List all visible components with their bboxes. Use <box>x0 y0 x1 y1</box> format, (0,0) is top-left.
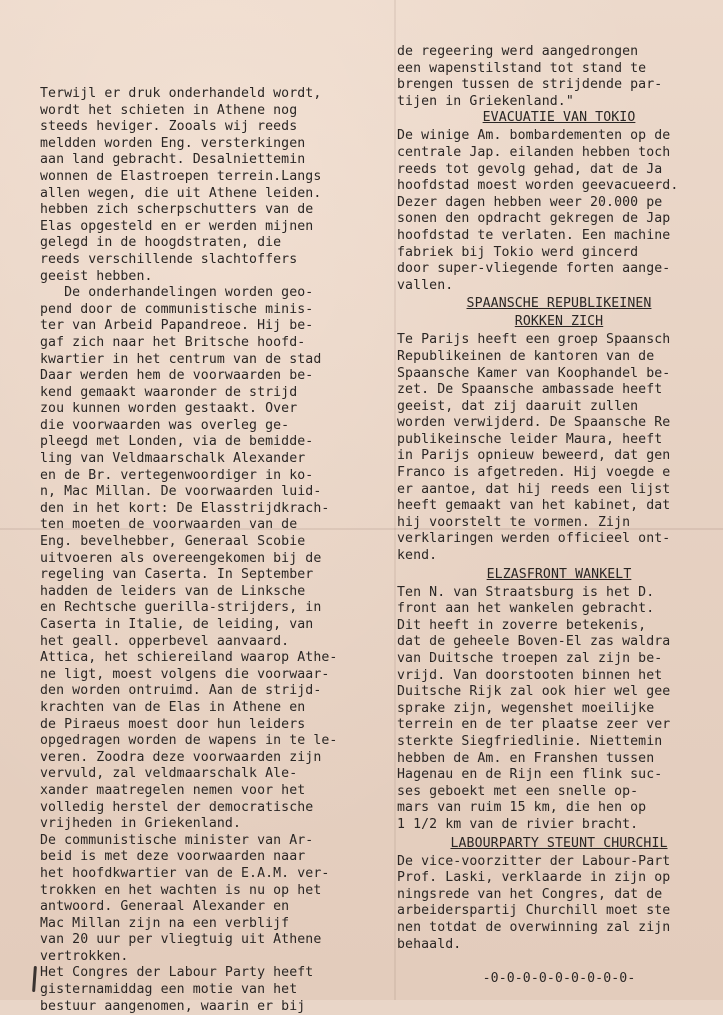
text-line: hij voorstelt te vormen. Zijn <box>397 514 631 530</box>
text-line: Spaansche Kamer van Koophandel be- <box>397 365 671 381</box>
text-line: front aan het wankelen gebracht. <box>397 601 655 617</box>
text-line: er aantoe, dat hij reeds een lijst <box>397 481 671 497</box>
text-line: Het Congres der Labour Party heeft <box>40 965 314 981</box>
text-line: De vice-voorzitter der Labour-Part <box>397 853 671 869</box>
text-line: 1 1/2 km van de rivier bracht. <box>397 816 639 832</box>
text-line: ling van Veldmaarschalk Alexander <box>40 451 306 467</box>
text-line: reeds tot gevolg gehad, dat de Ja <box>397 161 663 177</box>
text-line: Ten N. van Straatsburg is het D. <box>397 584 655 600</box>
text-line: Dit heeft in zoverre betekenis, <box>397 617 647 633</box>
text-line: fabriek bij Tokio werd gincerd <box>397 244 639 260</box>
text-line: Elas opgesteld en er werden mijnen <box>40 218 314 234</box>
text-line: centrale Jap. eilanden hebben toch <box>397 144 671 160</box>
heading-rokken-zich: ROKKEN ZICH <box>514 314 604 330</box>
text-line: Duitsche Rijk zal ook hier wel gee <box>397 684 671 700</box>
text-line: Te Parijs heeft een groep Spaansch <box>397 332 671 348</box>
text-line: hoofdstad moest worden geevacueerd. <box>397 178 679 194</box>
text-line: ne ligt, moest volgens die voorwaar- <box>40 666 330 682</box>
text-line: Terwijl er druk onderhandeld wordt, <box>40 86 322 101</box>
left-column <box>40 86 392 1015</box>
spaansche-republikeinen-text <box>397 332 721 564</box>
text-line: zou kunnen worden gestaakt. Over <box>40 401 298 417</box>
text-line: dat de geheele Boven-El zas waldra <box>397 634 671 650</box>
text-line: volledig herstel der democratische <box>40 799 314 815</box>
text-line: wordt het schieten in Athene nog <box>40 102 298 118</box>
text-line: uitvoeren als overeengekomen bij de <box>40 550 322 566</box>
text-line: beid is met deze voorwaarden naar <box>40 849 306 865</box>
text-line: mars van ruim 15 km, die hen op <box>397 800 647 816</box>
text-line: behaald. <box>397 936 462 952</box>
text-line: en de Br. vertegenwoordiger in ko- <box>40 467 314 483</box>
text-line: regeling van Caserta. In September <box>40 567 314 583</box>
text-line: Mac Millan zijn na een verblijf <box>40 915 290 931</box>
text-line: De onderhandelingen worden geo- <box>40 285 314 301</box>
text-line: krachten van de Elas in Athene en <box>40 699 306 715</box>
heading-elzasfront-wankelt: ELZASFRONT WANKELT <box>486 566 632 582</box>
text-line: brengen tussen de strijdende par- <box>397 77 663 93</box>
text-line: wonnen de Elastroepen terrein.Langs <box>40 168 322 184</box>
text-line: vallen. <box>397 277 454 293</box>
text-line: opgedragen worden de wapens in te le- <box>40 733 338 749</box>
text-line: Eng. bevelhebber, Generaal Scobie <box>40 534 306 550</box>
section-labourparty <box>397 836 721 954</box>
heading-evacuatie-tokio: EVACUATIE VAN TOKIO <box>482 110 636 126</box>
text-line: heeft gemaakt van het kabinet, dat <box>397 498 671 514</box>
text-line: ten moeten de voorwaarden van de <box>40 517 298 533</box>
text-line: den worden ontruimd. Aan de strijd- <box>40 683 322 699</box>
text-line: vertrokken. <box>40 948 129 964</box>
text-line: hebben de Am. en Franshen tussen <box>397 750 655 766</box>
text-line: vervuld, zal veldmaarschalk Ale- <box>40 766 298 782</box>
text-line: kend gemaakt waaronder de strijd <box>40 384 298 400</box>
text-line: worden verwijderd. De Spaansche Re <box>397 415 671 431</box>
text-line: ningsrede van het Congres, dat de <box>397 886 663 902</box>
text-line: hoofdstad te verlaten. Een machine <box>397 227 671 243</box>
text-line: pend door de communistische minis- <box>40 301 314 317</box>
text-line: trokken en het wachten is nu op het <box>40 882 322 898</box>
evacuatie-tokio-text <box>397 128 721 294</box>
text-line: gisternamiddag een motie van het <box>40 982 298 998</box>
text-line: Prof. Laski, verklaarde in zijn op <box>397 870 671 886</box>
text-line: antwoord. Generaal Alexander en <box>40 899 290 915</box>
section-elzasfront <box>397 567 721 834</box>
text-line: geeist hebben. <box>40 268 153 284</box>
text-line: nen totdat de overwinning zal zijn <box>397 919 671 935</box>
text-line: sterkte Siegfriedlinie. Niettemin <box>397 733 663 749</box>
intro-paragraph <box>397 44 721 110</box>
text-line: Daar werden hem de voorwaarden be- <box>40 368 314 384</box>
text-line: zet. De Spaansche ambassade heeft <box>397 382 663 398</box>
text-line: Franco is afgetreden. Hij voegde e <box>397 465 671 481</box>
section-evacuatie-tokio <box>397 110 721 294</box>
text-line: de Piraeus moest door hun leiders <box>40 716 306 732</box>
text-line: ter van Arbeid Papandreoe. Hij be- <box>40 318 314 334</box>
text-line: pleegd met Londen, via de bemidde- <box>40 434 314 450</box>
text-line: hebben zich scherpschutters van de <box>40 202 314 218</box>
text-line: steeds heviger. Zooals wij reeds <box>40 119 298 135</box>
text-line: in Parijs opnieuw beweerd, dat gen <box>397 448 671 464</box>
text-line: arbeiderspartij Churchill moet ste <box>397 903 671 919</box>
labourparty-text <box>397 854 721 954</box>
text-line: den in het kort: De Elasstrijdkrach- <box>40 500 330 516</box>
text-line: sonen den opdracht gekregen de Jap <box>397 211 671 227</box>
text-line: Caserta in Italie, de leiding, van <box>40 617 314 632</box>
text-line: sprake zijn, wegenshet moeilijke <box>397 700 655 716</box>
text-line: gelegd in de hoogdstraten, die <box>40 235 282 251</box>
text-line: kend. <box>397 548 438 564</box>
text-line: bestuur aangenomen, waarin er bij <box>40 998 306 1014</box>
text-line: die voorwaarden was overleg ge- <box>40 417 290 433</box>
text-line: Republikeinen de kantoren van de <box>397 348 655 364</box>
end-separator: -0-0-0-0-0-0-0-0-0- <box>482 971 636 987</box>
text-line: allen wegen, die uit Athene leiden. <box>40 185 322 201</box>
text-line: hadden de leiders van de Linksche <box>40 583 306 599</box>
text-line: van Duitsche troepen zal zijn be- <box>397 651 663 666</box>
elzasfront-text <box>397 585 721 834</box>
text-line: De communistische minister van Ar- <box>40 832 314 848</box>
text-line: tijen in Griekenland." <box>397 93 574 109</box>
text-line: het geall. opperbevel aanvaard. <box>40 633 290 649</box>
paper-fold-vertical <box>394 0 396 1000</box>
text-line: door super-vliegende forten aange- <box>397 261 671 277</box>
text-line: en Rechtsche guerilla-strijders, in <box>40 600 322 616</box>
text-line: veren. Zoodra deze voorwaarden zijn <box>40 749 322 765</box>
text-line: Dezer dagen hebben weer 20.000 pe <box>397 194 663 210</box>
text-line: verklaringen werden officieel ont- <box>397 531 671 547</box>
text-line: xander maatregelen nemen voor het <box>40 782 306 798</box>
text-line: geeist, dat zij daaruit zullen <box>397 398 639 414</box>
text-line: n, Mac Millan. De voorwaarden luid- <box>40 484 322 500</box>
text-line: Hagenau en de Rijn een flink suc- <box>397 767 663 783</box>
text-line: van 20 uur per vliegtuig uit Athene <box>40 932 322 948</box>
ink-mark <box>32 966 37 992</box>
text-line: de regeering werd aangedrongen <box>397 44 639 59</box>
heading-labourparty-steunt-churchil: LABOURPARTY STEUNT CHURCHIL <box>450 835 668 851</box>
text-line: reeds verschillende slachtoffers <box>40 251 298 267</box>
text-line: meldden worden Eng. versterkingen <box>40 135 306 151</box>
text-line: gaf zich naar het Britsche hoofd- <box>40 334 306 350</box>
section-spaansche-republikeinen <box>397 296 721 564</box>
text-line: kwartier in het centrum van de stad <box>40 351 322 367</box>
text-line: terrein en de ter plaatse zeer ver <box>397 717 671 733</box>
text-line: vrijd. Van doorstooten binnen het <box>397 667 663 683</box>
text-line: vrijheden in Griekenland. <box>40 816 241 832</box>
text-line: Attica, het schiereiland waarop Athe- <box>40 650 338 666</box>
text-line: aan land gebracht. Desalniettemin <box>40 152 306 168</box>
right-column <box>397 44 721 988</box>
heading-spaansche-republikeinen: SPAANSCHE REPUBLIKEINEN <box>466 296 652 312</box>
text-line: ses geboekt met een snelle op- <box>397 783 639 799</box>
text-line: een wapenstilstand tot stand te <box>397 60 647 76</box>
text-line: het hoofdkwartier van de E.A.M. ver- <box>40 865 330 881</box>
text-line: publikeinsche leider Maura, heeft <box>397 431 663 447</box>
text-line: De winige Am. bombardementen op de <box>397 128 671 144</box>
